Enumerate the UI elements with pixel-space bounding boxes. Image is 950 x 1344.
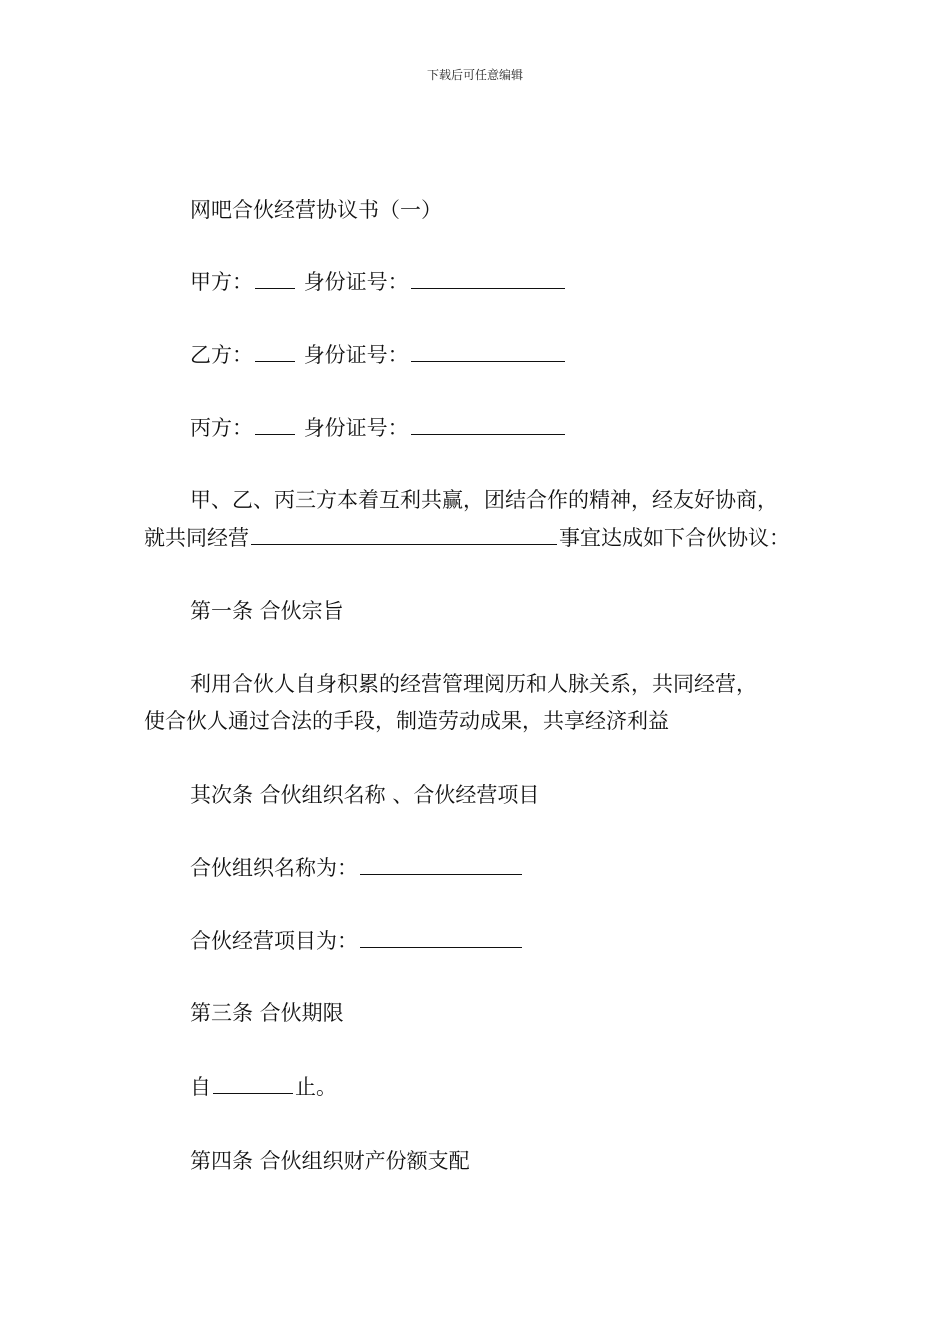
party-c-name-blank: [255, 412, 295, 435]
business-blank: [251, 522, 557, 545]
party-b-label: 乙方：: [190, 343, 253, 367]
term-post: 止。: [295, 1075, 337, 1099]
article-4-title: 第四条 合伙组织财产份额支配: [190, 1149, 470, 1173]
intro-post: 事宜达成如下合伙协议：: [559, 526, 790, 550]
org-name-line: [190, 852, 524, 883]
project-blank: [360, 925, 522, 948]
term-line: [190, 1071, 337, 1102]
party-c-line: [190, 412, 567, 443]
project-line: [190, 925, 524, 956]
party-c-id-blank: [411, 412, 565, 435]
party-b-name-blank: [255, 339, 295, 362]
party-b-line: [190, 339, 567, 370]
intro-pre: 就共同经营: [144, 526, 249, 550]
article-1-title: 第一条 合伙宗旨: [190, 599, 344, 623]
article-1-line-2: 使合伙人通过合法的手段，制造劳动成果，共享经济利益: [144, 709, 669, 733]
party-a-id-blank: [411, 266, 565, 289]
party-a-label: 甲方：: [190, 270, 253, 294]
party-c-id-label: 身份证号：: [303, 416, 409, 440]
intro-line-1: 甲、乙、丙三方本着互利共赢，团结合作的精神，经友好协商，: [190, 488, 778, 512]
party-b-id-blank: [411, 339, 565, 362]
party-b-id-label: 身份证号：: [303, 343, 409, 367]
document-title: 网吧合伙经营协议书（一）: [190, 198, 442, 222]
article-1-line-1: 利用合伙人自身积累的经营管理阅历和人脉关系，共同经营，: [190, 672, 757, 696]
article-2-title: 其次条 合伙组织名称 、合伙经营项目: [190, 783, 540, 807]
org-name-label: 合伙组织名称为：: [190, 856, 358, 880]
intro-line-2: [144, 522, 790, 553]
party-a-id-label: 身份证号：: [303, 270, 409, 294]
party-c-label: 丙方：: [190, 416, 253, 440]
article-3-title: 第三条 合伙期限: [190, 1001, 344, 1025]
project-label: 合伙经营项目为：: [190, 929, 358, 953]
party-a-name-blank: [255, 266, 295, 289]
term-blank: [213, 1071, 293, 1094]
term-pre: 自: [190, 1075, 211, 1099]
page-header: 下载后可任意编辑: [426, 68, 523, 82]
party-a-line: [190, 266, 567, 297]
org-name-blank: [360, 852, 522, 875]
